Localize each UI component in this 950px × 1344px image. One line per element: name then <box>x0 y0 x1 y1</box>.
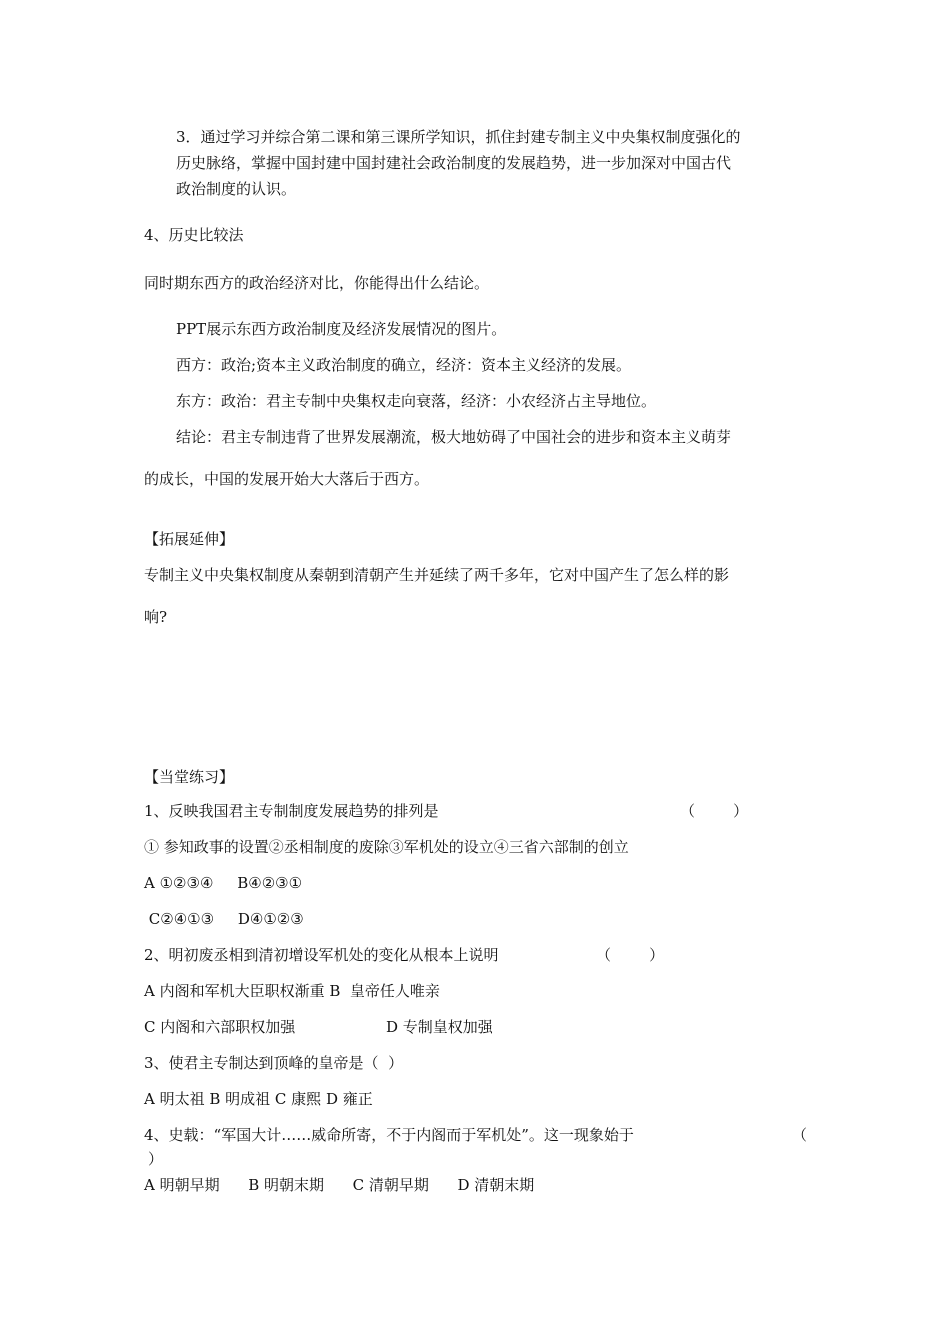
question-2-answer-bracket: （ ） <box>596 946 665 964</box>
objective-3-line-1: 3．通过学习并综合第二课和第三课所学知识，抓住封建专制主义中央集权制度强化的 <box>176 128 741 146</box>
objective-3-line-2: 历史脉络，掌握中国封建中国封建社会政治制度的发展趋势，进一步加深对中国古代 <box>176 154 732 172</box>
question-4-bracket-close: ） <box>148 1150 164 1168</box>
conclusion-line-1: 结论：君主专制违背了世界发展潮流，极大地妨碍了中国社会的进步和资本主义萌芽 <box>176 428 732 446</box>
question-2-option-c: C 内阁和六部职权加强 <box>144 1018 296 1036</box>
conclusion-line-2: 的成长，中国的发展开始大大落后于西方。 <box>144 470 430 488</box>
question-1-stem: 1、反映我国君主专制制度发展趋势的排列是 <box>144 802 439 820</box>
method-question: 同时期东西方的政治经济对比，你能得出什么结论。 <box>144 274 490 292</box>
west-summary: 西方：政治;资本主义政治制度的确立，经济：资本主义经济的发展。 <box>176 356 632 374</box>
question-2-option-d: D 专制皇权加强 <box>386 1018 493 1036</box>
question-3-stem: 3、使君主专制达到顶峰的皇帝是（ ） <box>144 1054 404 1072</box>
ppt-note: PPT展示东西方政治制度及经济发展情况的图片。 <box>176 320 507 338</box>
question-1-options-ab: A ①②③④ B④②③① <box>144 874 303 892</box>
practice-heading: 【当堂练习】 <box>144 768 235 786</box>
question-4-options: A 明朝早期 B 明朝末期 C 清朝早期 D 清朝末期 <box>144 1176 535 1194</box>
question-3-options: A 明太祖 B 明成祖 C 康熙 D 雍正 <box>144 1090 373 1108</box>
extension-line-2: 响? <box>144 608 168 626</box>
question-4-stem: 4、史载：“军国大计……威命所寄，不于内阁而于军机处”。这一现象始于 <box>144 1126 634 1144</box>
method-heading: 4、历史比较法 <box>144 226 244 244</box>
question-2-options-ab: A 内阁和军机大臣职权渐重 B 皇帝任人唯亲 <box>144 982 440 1000</box>
question-1-answer-bracket: （ ） <box>680 802 749 820</box>
east-summary: 东方：政治：君主专制中央集权走向衰落，经济：小农经济占主导地位。 <box>176 392 657 410</box>
question-2-stem: 2、明初废丞相到清初增设军机处的变化从根本上说明 <box>144 946 499 964</box>
extension-heading: 【拓展延伸】 <box>144 530 235 548</box>
question-1-items: ① 参知政事的设置②丞相制度的废除③军机处的设立④三省六部制的创立 <box>144 838 629 856</box>
objective-3-line-3: 政治制度的认识。 <box>176 180 297 198</box>
question-1-options-cd: C②④①③ D④①②③ <box>144 910 304 928</box>
question-4-bracket-open: （ <box>792 1126 808 1144</box>
extension-line-1: 专制主义中央集权制度从秦朝到清朝产生并延续了两千多年，它对中国产生了怎么样的影 <box>144 566 730 584</box>
